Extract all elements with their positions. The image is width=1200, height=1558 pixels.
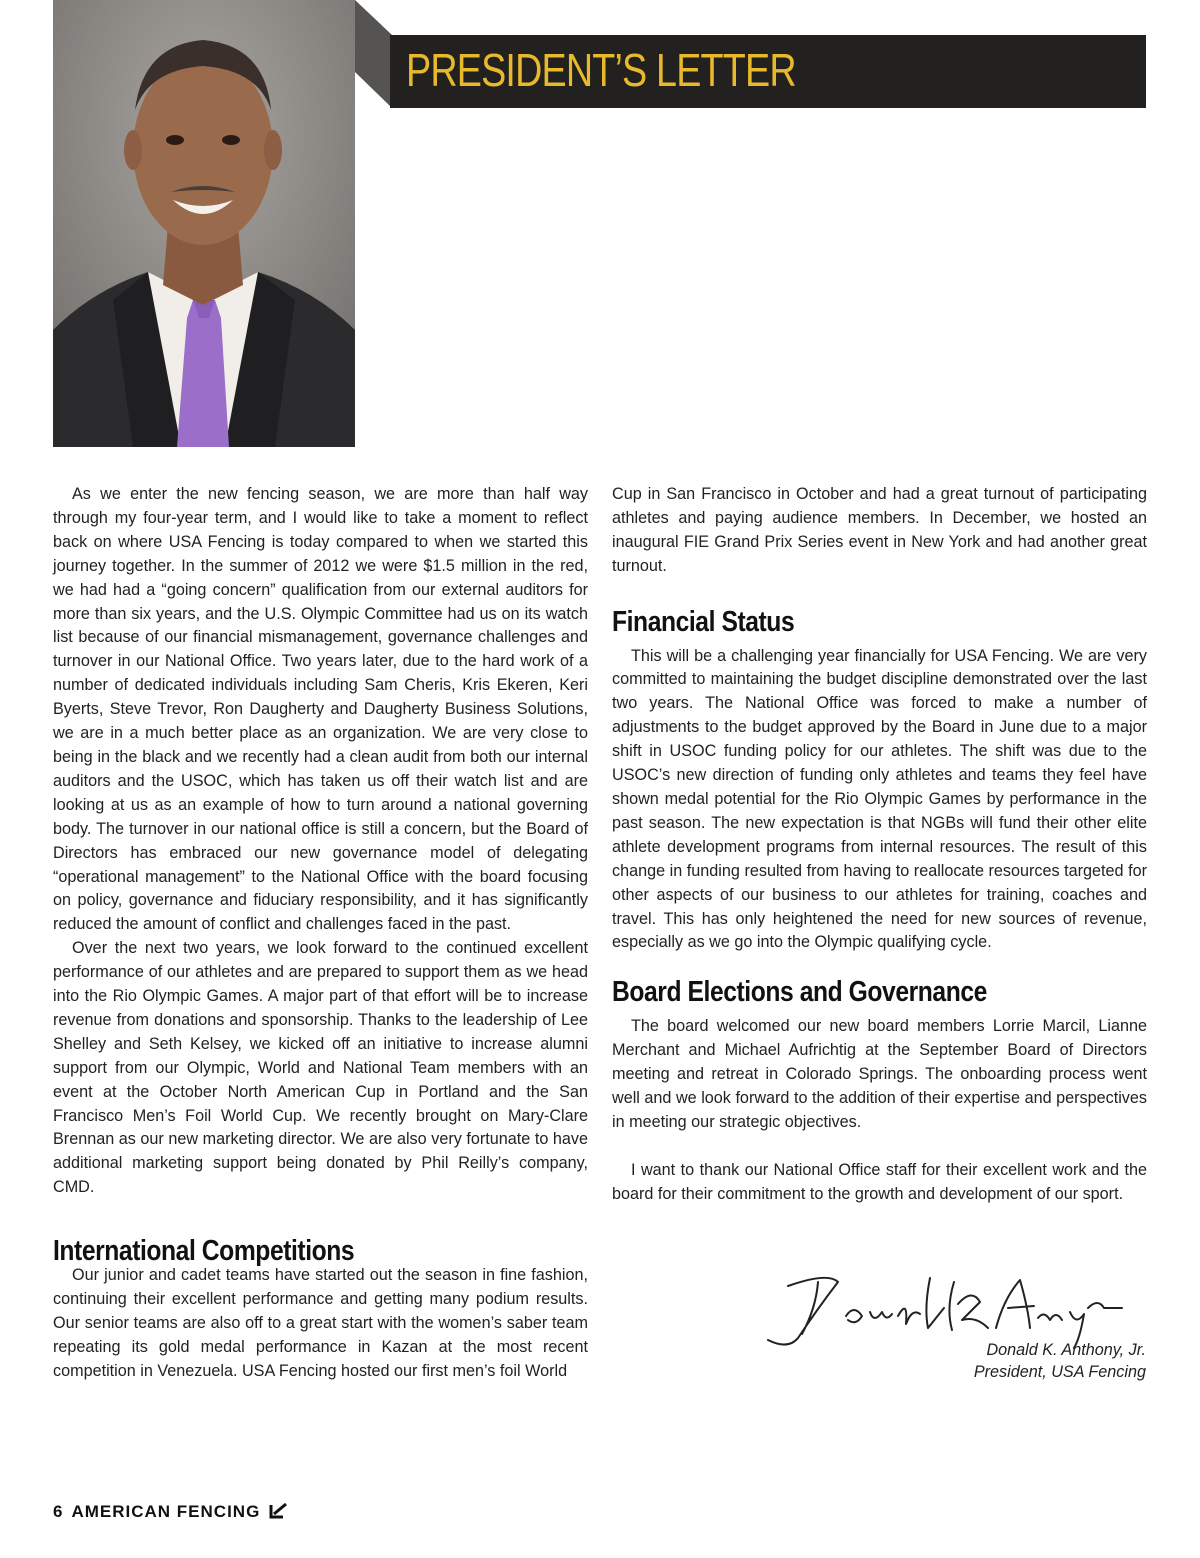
paragraph-international-continued: Cup in San Francisco in October and had a great turnout of participating athletes and paying audience members. In December, we hosted an inaugural FIE Grand Prix Series event in New York and had another great turnout. — [612, 485, 1147, 575]
heading-international-competitions: International Competitions — [53, 1235, 355, 1268]
heading-financial-status: Financial Status — [612, 605, 795, 638]
page-footer — [53, 1502, 288, 1522]
paragraph-thanks: I want to thank our National Office staff for their excellent work and the board for their commitment to the growth and development of our sport. — [612, 1160, 1147, 1203]
fencing-logo-icon — [268, 1502, 288, 1520]
portrait-illustration — [53, 0, 355, 447]
page-number: 6 — [53, 1502, 64, 1521]
paragraph-board: The board welcomed our new board members Lorrie Marcil, Lianne Merchant and Michael Aufrichtig at the September Board of Directors meeting and retreat in Colorado Springs. The onboarding process went well and we look forward to the addition of their expertise and perspectives in meeting our strategic objectives. — [612, 1017, 1147, 1131]
right-column — [612, 483, 1147, 1207]
signatory-name: Donald K. Anthony, Jr. — [986, 1341, 1146, 1359]
president-portrait — [53, 0, 355, 447]
signatory-role: President, USA Fencing — [973, 1363, 1146, 1381]
paragraph-next-two-years: Over the next two years, we look forward to the continued excellent performance of our athletes and are prepared to support them as we head into the Rio Olympic Games. A major part of that effort will be to increase revenue from donations and sponsorship. Thanks to the leadership of Lee Shelley and Seth Kelsey, we kicked off an initiative to increase alumni support from our Olympic, World and National Team members with an event at the October North American Cup in Portland and the San Francisco Men’s Foil World Cup. We recently brought on Mary-Clare Brennan as our new marketing director. We are also very fortunate to have additional marketing support being donated by Phil Reilly’s company, CMD. — [53, 939, 588, 1197]
banner-wedge — [355, 0, 392, 108]
title-banner — [390, 35, 1146, 108]
paragraph-financial: This will be a challenging year financially for USA Fencing. We are very committed to maintaining the budget discipline demonstrated over the last two years. The National Office was forced to make a number of adjustments to the budget approved by the Board in June due to a major shift in USOC funding policy for our athletes. The shift was due to the USOC’s new direction of funding only athletes and teams they feel have shown medal potential for the Rio Olympic Games by performance in the past season. The new expectation is that NGBs will fund their other elite athlete development programs from internal resources. The result of this change in funding resulted from having to reallocate resources targeted for other aspects of our business to our athletes for training, coaches and travel. This has only heightened the need for new sources of revenue, especially as we go into the Olympic qualifying cycle. — [612, 646, 1147, 952]
paragraph-intro: As we enter the new fencing season, we are more than half way through my four-year term, and I would like to take a moment to reflect back on where USA Fencing is today compared to when we started this journey together. In the summer of 2012 we were $1.5 million in the red, we had had a “going concern” qualification from our external auditors for more than six years, and the U.S. Olympic Committee had us on its watch list because of our financial mismanagement, governance challenges and turnover in our National Office. Two years later, due to the hard work of a number of dedicated individuals including Sam Cheris, Kris Ekeren, Keri Byerts, Steve Trevor, Ron Daugherty and Daugherty Business Solutions, we are in a much better place as an organization. We are very close to being in the black and we recently had a clean audit from both our internal auditors and the USOC, which has taken us off their watch list and are looking at us as an example of how to turn around a national governing body. The turnover in our national office is still a concern, but the Board of Directors has embraced our new governance model of delegating “operational management” to the National Office with the board focusing on policy, governance and fiduciary responsibility, and it has significantly reduced the amount of conflict and challenges faced in the past. — [53, 485, 588, 934]
left-column — [53, 483, 588, 1384]
paragraph-international: Our junior and cadet teams have started out the season in fine fashion, continuing their excellent performance and getting many podium results. Our senior teams are also off to a great start with the women’s saber team repeating its gold medal performance in Kazan at the most recent competition in Venezuela. USA Fencing hosted our first men’s foil World — [53, 1266, 588, 1380]
heading-board-elections: Board Elections and Governance — [612, 976, 987, 1009]
magazine-name: AMERICAN FENCING — [71, 1502, 261, 1521]
page-title: PRESIDENT’S LETTER — [406, 44, 796, 96]
